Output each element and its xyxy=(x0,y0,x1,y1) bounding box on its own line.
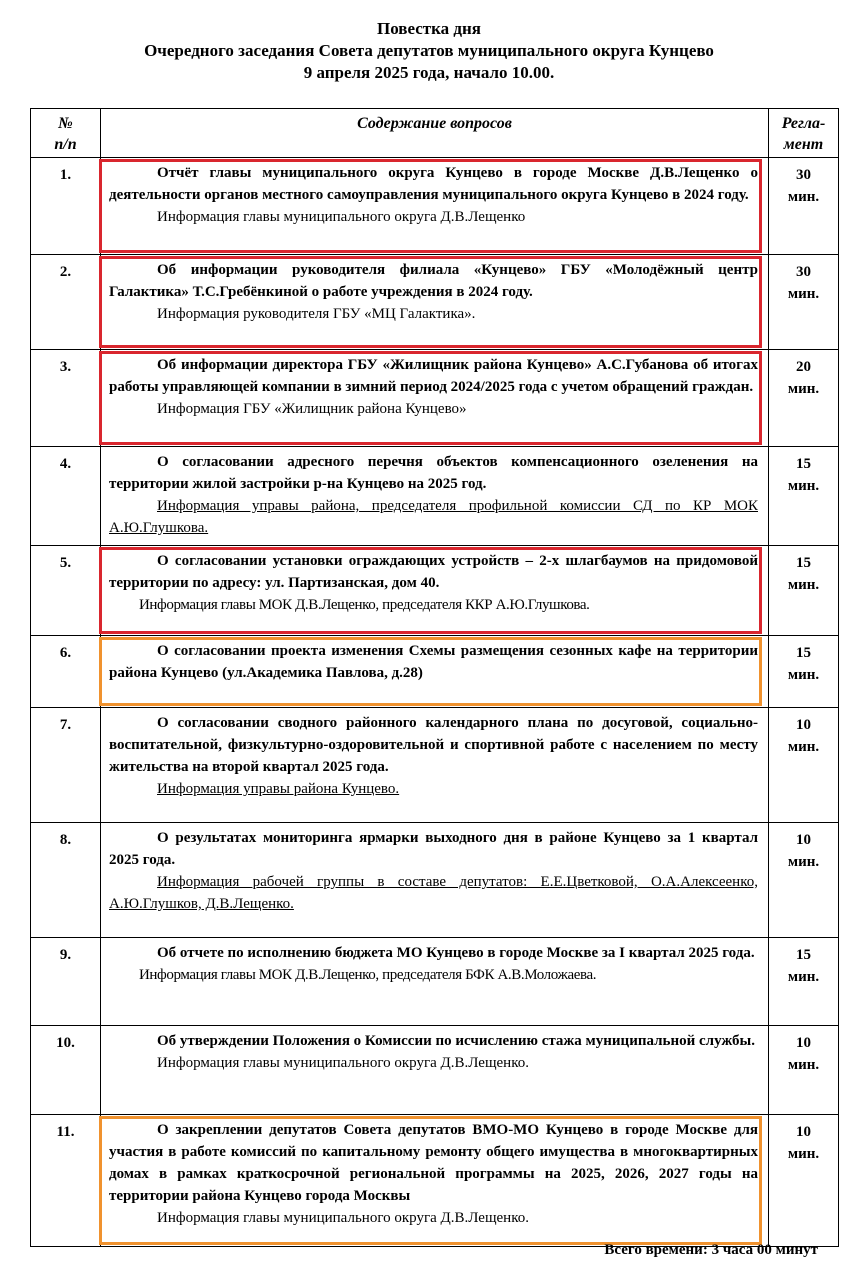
reglament-unit: мин. xyxy=(787,854,820,870)
item-title: О результатах мониторинга ярмарки выходного дня в районе Кунцево за 1 квартал 2025 года. xyxy=(109,830,758,868)
item-info: Информация управы района Кунцево. xyxy=(157,781,400,797)
reglament-value: 10 xyxy=(796,717,811,733)
header-date: 9 апреля 2025 года, начало 10.00. xyxy=(303,63,555,82)
reglament-value: 15 xyxy=(796,645,811,661)
item-reglament xyxy=(769,158,839,255)
reglament-unit: мин. xyxy=(787,1057,820,1073)
item-reglament xyxy=(769,350,839,447)
total-time: Всего времени: 3 часа 00 минут xyxy=(604,1242,818,1258)
item-number: 4. xyxy=(31,447,101,546)
item-info: Информация главы МОК Д.В.Лещенко, председателя ККР А.Ю.Глушкова. xyxy=(139,597,590,613)
item-title: Об отчете по исполнению бюджета МО Кунцево в городе Москве за I квартал 2025 года. xyxy=(157,945,755,961)
item-number: 9. xyxy=(31,938,101,1026)
item-info: Информация главы МОК Д.В.Лещенко, председателя БФК А.В.Моложаева. xyxy=(139,967,597,983)
table-header-row xyxy=(31,109,839,158)
item-title: Отчёт главы муниципального округа Кунцево в городе Москве Д.В.Лещенко о деятельности органов местного самоуправления муниципального округа Кунцево в 2024 году. xyxy=(109,165,758,203)
agenda-row xyxy=(31,1115,839,1247)
item-title: О согласовании проекта изменения Схемы размещения сезонных кафе на территории района Кунцево (ул.Академика Павлова, д.28) xyxy=(109,643,758,681)
reglament-value: 15 xyxy=(796,947,811,963)
item-title: О согласовании сводного районного календарного плана по досуговой, социально-воспитательной, физкультурно-оздоровительной и спортивной работе с населением по месту жительства на второй квартал 2025 года. xyxy=(109,715,758,775)
item-reglament xyxy=(769,447,839,546)
column-header-reglament-line2: мент xyxy=(783,136,824,153)
item-content xyxy=(101,158,769,255)
reglament-value: 10 xyxy=(796,832,811,848)
item-number: 5. xyxy=(31,546,101,636)
agenda-row xyxy=(31,823,839,938)
item-number: 8. xyxy=(31,823,101,938)
item-content xyxy=(101,938,769,1026)
item-number: 6. xyxy=(31,636,101,708)
header-title: Повестка дня xyxy=(376,19,481,38)
reglament-unit: мин. xyxy=(787,1146,820,1162)
reglament-value: 10 xyxy=(796,1124,811,1140)
item-content xyxy=(101,1026,769,1115)
reglament-unit: мин. xyxy=(787,577,820,593)
column-header-reglament-line1: Регла- xyxy=(781,115,826,132)
item-number: 11. xyxy=(31,1115,101,1247)
column-header-reglament xyxy=(769,109,839,158)
item-reglament xyxy=(769,546,839,636)
item-reglament xyxy=(769,938,839,1026)
item-reglament xyxy=(769,1115,839,1247)
item-number: 10. xyxy=(31,1026,101,1115)
item-number: 1. xyxy=(31,158,101,255)
item-title: Об информации руководителя филиала «Кунцево» ГБУ «Молодёжный центр Галактика» Т.С.Гребёнкиной о работе учреждения в 2024 году. xyxy=(109,262,758,300)
agenda-row xyxy=(31,1026,839,1115)
item-reglament xyxy=(769,823,839,938)
item-info: Информация ГБУ «Жилищник района Кунцево» xyxy=(157,401,467,417)
reglament-value: 15 xyxy=(796,555,811,571)
reglament-unit: мин. xyxy=(787,969,820,985)
agenda-row xyxy=(31,158,839,255)
agenda-row xyxy=(31,447,839,546)
agenda-row xyxy=(31,255,839,350)
agenda-table xyxy=(30,108,839,1247)
item-info: Информация руководителя ГБУ «МЦ Галактика». xyxy=(157,306,476,322)
item-title: О закреплении депутатов Совета депутатов ВМО-МО Кунцево в городе Москве для участия в работе комиссий по капитальному ремонту общего имущества в многоквартирных домах в рамках краткосрочной региональной программы на 2025, 2026, 2027 годы на территории района Кунцево города Москвы xyxy=(109,1122,758,1204)
reglament-value: 30 xyxy=(796,167,811,183)
item-title: О согласовании установки ограждающих устройств – 2-х шлагбаумов на придомовой территории по адресу: ул. Партизанская, дом 40. xyxy=(109,553,758,591)
column-header-content: Содержание вопросов xyxy=(101,109,769,158)
reglament-unit: мин. xyxy=(787,381,820,397)
item-reglament xyxy=(769,1026,839,1115)
reglament-unit: мин. xyxy=(787,739,820,755)
reglament-value: 10 xyxy=(796,1035,811,1051)
item-content xyxy=(101,350,769,447)
item-number: 2. xyxy=(31,255,101,350)
reglament-value: 20 xyxy=(796,359,811,375)
agenda-header xyxy=(0,18,858,84)
item-reglament xyxy=(769,255,839,350)
agenda-row xyxy=(31,350,839,447)
item-info: Информация главы муниципального округа Д.В.Лещенко. xyxy=(157,1210,529,1226)
agenda-row xyxy=(31,546,839,636)
item-title: Об утверждении Положения о Комиссии по исчислению стажа муниципальной службы. xyxy=(157,1033,756,1049)
agenda-row xyxy=(31,636,839,708)
item-content xyxy=(101,546,769,636)
item-content xyxy=(101,1115,769,1247)
reglament-value: 15 xyxy=(796,456,811,472)
item-number: 7. xyxy=(31,708,101,823)
column-header-number-line2: п/п xyxy=(54,136,77,153)
item-title: О согласовании адресного перечня объектов компенсационного озеленения на территории жилой застройки р-на Кунцево на 2025 год. xyxy=(109,454,758,492)
item-reglament xyxy=(769,636,839,708)
reglament-unit: мин. xyxy=(787,667,820,683)
item-content xyxy=(101,823,769,938)
column-header-number-line1: № xyxy=(58,115,73,132)
item-number: 3. xyxy=(31,350,101,447)
item-info: Информация главы муниципального округа Д.В.Лещенко xyxy=(157,209,526,225)
item-title: Об информации директора ГБУ «Жилищник района Кунцево» А.С.Губанова об итогах работы управляющей компании в зимний период 2024/2025 года с учетом обращений граждан. xyxy=(109,357,758,395)
item-content xyxy=(101,636,769,708)
header-subtitle: Очередного заседания Совета депутатов муниципального округа Кунцево xyxy=(144,41,714,60)
reglament-unit: мин. xyxy=(787,478,820,494)
item-reglament xyxy=(769,708,839,823)
item-info: Информация главы муниципального округа Д.В.Лещенко. xyxy=(157,1055,529,1071)
agenda-row xyxy=(31,938,839,1026)
reglament-value: 30 xyxy=(796,264,811,280)
reglament-unit: мин. xyxy=(787,286,820,302)
agenda-row xyxy=(31,708,839,823)
reglament-unit: мин. xyxy=(787,189,820,205)
column-header-number xyxy=(31,109,101,158)
item-content xyxy=(101,708,769,823)
item-content xyxy=(101,255,769,350)
item-info: Информация управы района, председателя профильной комиссии СД по КР МОК А.Ю.Глушкова. xyxy=(109,498,758,536)
item-content xyxy=(101,447,769,546)
item-info: Информация рабочей группы в составе депутатов: Е.Е.Цветковой, О.А.Алексеенко, А.Ю.Глушков, Д.В.Лещенко. xyxy=(109,874,758,912)
